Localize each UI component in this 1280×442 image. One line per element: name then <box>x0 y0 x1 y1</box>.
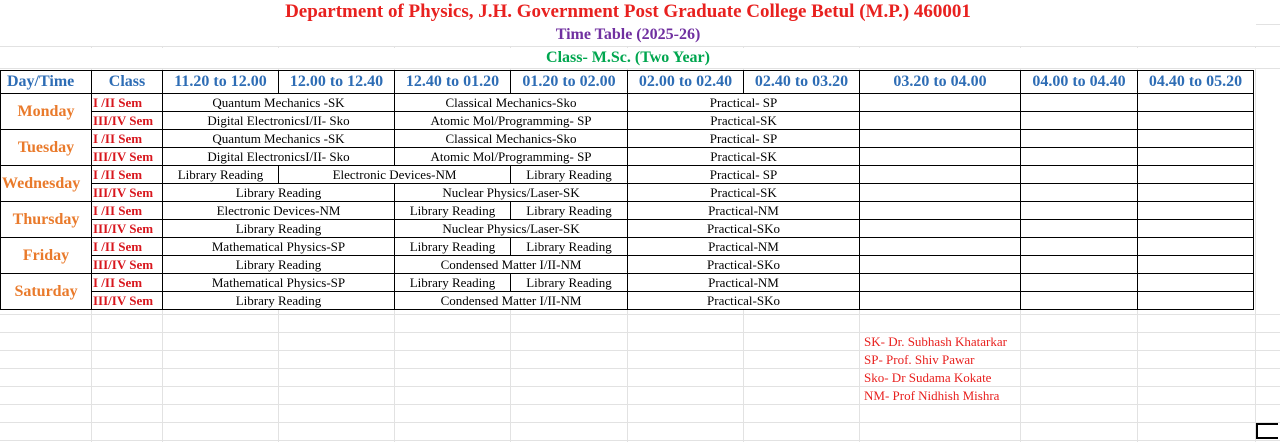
empty-cell[interactable] <box>1021 292 1138 310</box>
empty-cell[interactable] <box>860 292 1021 310</box>
header-slot-3[interactable]: 12.40 to 01.20 <box>395 71 511 94</box>
grid-line <box>0 46 1280 47</box>
sem-label[interactable]: I /II Sem <box>92 274 163 292</box>
practical-cell[interactable]: Practical-SK <box>628 112 860 130</box>
table-row <box>1 166 1254 184</box>
library-cell[interactable]: Library Reading <box>395 202 511 220</box>
table-row <box>1 148 1254 166</box>
sem-label[interactable]: I /II Sem <box>92 94 163 112</box>
practical-cell[interactable]: Practical-SKo <box>628 256 860 274</box>
empty-cell[interactable] <box>860 112 1021 130</box>
empty-cell[interactable] <box>1021 256 1138 274</box>
empty-cell[interactable] <box>1138 94 1254 112</box>
library-cell[interactable]: Library Reading <box>163 184 395 202</box>
grid-line <box>0 368 1280 369</box>
header-slot-1[interactable]: 11.20 to 12.00 <box>163 71 279 94</box>
empty-cell[interactable] <box>860 94 1021 112</box>
empty-cell[interactable] <box>1138 112 1254 130</box>
header-row <box>1 71 1254 94</box>
day-friday[interactable]: Friday <box>1 238 92 274</box>
grid-line <box>0 350 1280 351</box>
sem-label[interactable]: III/IV Sem <box>92 256 163 274</box>
empty-cell[interactable] <box>1021 148 1138 166</box>
empty-cell[interactable] <box>1021 220 1138 238</box>
table-row <box>1 184 1254 202</box>
lecture-cell[interactable]: Classical Mechanics-Sko <box>395 94 628 112</box>
header-slot-8[interactable]: 04.00 to 04.40 <box>1021 71 1138 94</box>
library-cell[interactable]: Library Reading <box>395 238 511 256</box>
lecture-cell[interactable]: Quantum Mechanics -SK <box>163 130 395 148</box>
table-row <box>1 112 1254 130</box>
table-row <box>1 292 1254 310</box>
practical-cell[interactable]: Practical-SK <box>628 148 860 166</box>
empty-cell[interactable] <box>1021 94 1138 112</box>
legend-item[interactable]: Sko- Dr Sudama Kokate <box>864 370 992 385</box>
empty-cell[interactable] <box>1021 274 1138 292</box>
sem-label[interactable]: III/IV Sem <box>92 220 163 238</box>
empty-cell[interactable] <box>1138 256 1254 274</box>
day-tuesday[interactable]: Tuesday <box>1 130 92 166</box>
empty-cell[interactable] <box>1021 112 1138 130</box>
empty-cell[interactable] <box>1021 238 1138 256</box>
table-row <box>1 256 1254 274</box>
empty-cell[interactable] <box>860 274 1021 292</box>
lecture-cell[interactable]: Classical Mechanics-Sko <box>395 130 628 148</box>
sem-label[interactable]: III/IV Sem <box>92 292 163 310</box>
empty-cell[interactable] <box>1138 238 1254 256</box>
empty-cell[interactable] <box>1138 166 1254 184</box>
day-monday[interactable]: Monday <box>1 94 92 130</box>
grid-line <box>0 332 1280 333</box>
class-label: Class- M.Sc. (Two Year) <box>0 48 1256 68</box>
sem-label[interactable]: III/IV Sem <box>92 112 163 130</box>
header-slot-7[interactable]: 03.20 to 04.00 <box>860 71 1021 94</box>
timetable <box>0 70 1254 310</box>
page-title: Department of Physics, J.H. Government Post Graduate College Betul (M.P.) 460001 <box>0 0 1256 24</box>
lecture-cell[interactable]: Digital ElectronicsI/II- Sko <box>163 148 395 166</box>
empty-cell[interactable] <box>860 256 1021 274</box>
legend-item[interactable]: SP- Prof. Shiv Pawar <box>864 352 975 367</box>
empty-cell[interactable] <box>860 220 1021 238</box>
grid-line <box>0 314 1280 315</box>
practical-cell[interactable]: Practical-SK <box>628 184 860 202</box>
empty-cell[interactable] <box>1138 202 1254 220</box>
header-slot-2[interactable]: 12.00 to 12.40 <box>279 71 395 94</box>
library-cell[interactable]: Library Reading <box>395 274 511 292</box>
empty-cell[interactable] <box>860 184 1021 202</box>
sem-label[interactable]: I /II Sem <box>92 202 163 220</box>
empty-cell[interactable] <box>1021 184 1138 202</box>
sem-label[interactable]: III/IV Sem <box>92 148 163 166</box>
grid-line <box>0 422 1280 423</box>
practical-cell[interactable]: Practical-NM <box>628 202 860 220</box>
table-row <box>1 202 1254 220</box>
empty-cell[interactable] <box>1138 292 1254 310</box>
lecture-cell[interactable]: Atomic Mol/Programming- SP <box>395 112 628 130</box>
faculty-legend <box>864 333 1007 405</box>
sem-label[interactable]: III/IV Sem <box>92 184 163 202</box>
sem-label[interactable]: I /II Sem <box>92 238 163 256</box>
practical-cell[interactable]: Practical-SKo <box>628 292 860 310</box>
lecture-cell[interactable]: Quantum Mechanics -SK <box>163 94 395 112</box>
day-saturday[interactable]: Saturday <box>1 274 92 310</box>
empty-cell[interactable] <box>860 148 1021 166</box>
empty-cell[interactable] <box>860 166 1021 184</box>
lecture-cell[interactable]: Mathematical Physics-SP <box>163 274 395 292</box>
practical-cell[interactable]: Practical-NM <box>628 274 860 292</box>
table-row <box>1 220 1254 238</box>
empty-cell[interactable] <box>1138 130 1254 148</box>
grid-line <box>0 386 1280 387</box>
legend-item[interactable]: SK- Dr. Subhash Khatarkar <box>864 334 1007 349</box>
table-row <box>1 94 1254 112</box>
empty-cell[interactable] <box>1138 184 1254 202</box>
lecture-cell[interactable]: Digital ElectronicsI/II- Sko <box>163 112 395 130</box>
timetable-subtitle: Time Table (2025-26) <box>0 24 1256 46</box>
library-cell[interactable]: Library Reading <box>511 202 628 220</box>
sem-label[interactable]: I /II Sem <box>92 130 163 148</box>
table-row <box>1 238 1254 256</box>
table-row <box>1 274 1254 292</box>
library-cell[interactable]: Library Reading <box>163 256 395 274</box>
legend-item[interactable]: NM- Prof Nidhish Mishra <box>864 388 1000 403</box>
lecture-cell[interactable]: Condensed Matter I/II-NM <box>395 292 628 310</box>
header-class[interactable]: Class <box>92 71 163 94</box>
empty-cell[interactable] <box>860 130 1021 148</box>
grid-line <box>0 68 1280 69</box>
practical-cell[interactable]: Practical- SP <box>628 94 860 112</box>
empty-cell[interactable] <box>1138 220 1254 238</box>
sem-label[interactable]: I /II Sem <box>92 166 163 184</box>
empty-cell[interactable] <box>1021 166 1138 184</box>
library-cell[interactable]: Library Reading <box>511 166 628 184</box>
library-cell[interactable]: Library Reading <box>511 238 628 256</box>
selected-cell-outline[interactable] <box>1256 423 1278 439</box>
empty-cell[interactable] <box>1021 202 1138 220</box>
header-slot-5[interactable]: 02.00 to 02.40 <box>628 71 744 94</box>
library-cell[interactable]: Library Reading <box>163 292 395 310</box>
empty-cell[interactable] <box>860 238 1021 256</box>
practical-cell[interactable]: Practical-SKo <box>628 220 860 238</box>
lecture-cell[interactable]: Mathematical Physics-SP <box>163 238 395 256</box>
header-slot-9[interactable]: 04.40 to 05.20 <box>1138 71 1254 94</box>
lecture-cell[interactable]: Electronic Devices-NM <box>163 202 395 220</box>
header-slot-4[interactable]: 01.20 to 02.00 <box>511 71 628 94</box>
grid-line <box>0 404 1280 405</box>
empty-cell[interactable] <box>1138 148 1254 166</box>
library-cell[interactable]: Library Reading <box>511 274 628 292</box>
header-day-time[interactable]: Day/Time <box>1 71 92 94</box>
practical-cell[interactable]: Practical- SP <box>628 166 860 184</box>
day-wednesday[interactable]: Wednesday <box>1 166 92 202</box>
table-row <box>1 130 1254 148</box>
lecture-cell[interactable]: Atomic Mol/Programming- SP <box>395 148 628 166</box>
practical-cell[interactable]: Practical- SP <box>628 130 860 148</box>
empty-cell[interactable] <box>1138 274 1254 292</box>
lecture-cell[interactable]: Nuclear Physics/Laser-SK <box>395 184 628 202</box>
day-thursday[interactable]: Thursday <box>1 202 92 238</box>
lecture-cell[interactable]: Nuclear Physics/Laser-SK <box>395 220 628 238</box>
empty-cell[interactable] <box>860 202 1021 220</box>
library-cell[interactable]: Library Reading <box>163 220 395 238</box>
practical-cell[interactable]: Practical-NM <box>628 238 860 256</box>
lecture-cell[interactable]: Condensed Matter I/II-NM <box>395 256 628 274</box>
header-slot-6[interactable]: 02.40 to 03.20 <box>744 71 860 94</box>
library-cell[interactable]: Library Reading <box>163 166 279 184</box>
grid-line <box>0 440 1280 441</box>
empty-cell[interactable] <box>1021 130 1138 148</box>
lecture-cell[interactable]: Electronic Devices-NM <box>279 166 511 184</box>
